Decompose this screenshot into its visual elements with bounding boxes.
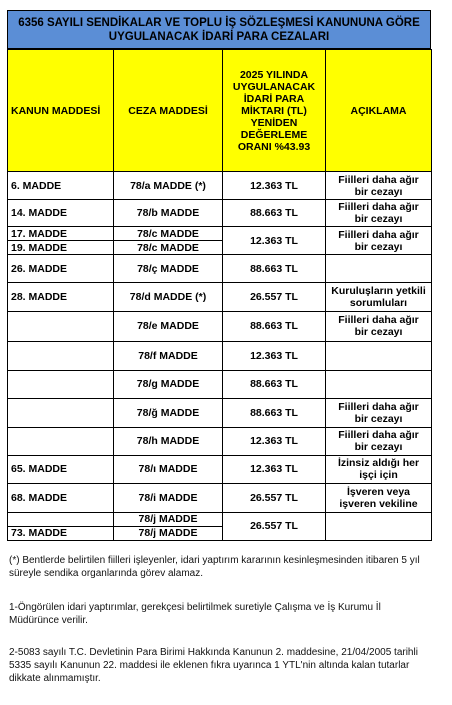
header-miktar-line: YENİDEN bbox=[250, 116, 298, 129]
cell-aciklama bbox=[326, 172, 432, 200]
header-ceza: CEZA MADDESİ bbox=[114, 50, 223, 172]
table-row bbox=[8, 283, 432, 312]
cell-aciklama bbox=[326, 227, 432, 255]
cell-miktar: 12.363 TL bbox=[223, 427, 326, 455]
cell-ceza: 78/j MADDE bbox=[114, 512, 223, 526]
aciklama-line: İzinsiz aldığı her bbox=[337, 457, 420, 470]
header-miktar-line: UYGULANACAK bbox=[232, 80, 316, 93]
header-row bbox=[8, 50, 432, 172]
title-line-2: UYGULANACAK İDARİ PARA CEZALARI bbox=[108, 30, 330, 43]
table-row bbox=[8, 370, 432, 398]
cell-kanun bbox=[8, 341, 114, 370]
fines-table bbox=[7, 49, 432, 541]
cell-miktar: 26.557 TL bbox=[223, 483, 326, 512]
cell-kanun bbox=[8, 512, 114, 526]
cell-miktar: 26.557 TL bbox=[223, 283, 326, 312]
cell-kanun bbox=[8, 427, 114, 455]
table-row bbox=[8, 512, 432, 526]
cell-miktar: 26.557 TL bbox=[223, 512, 326, 540]
cell-miktar: 12.363 TL bbox=[223, 341, 326, 370]
cell-ceza: 78/c MADDE bbox=[114, 241, 223, 255]
cell-kanun bbox=[8, 312, 114, 341]
cell-ceza: 78/b MADDE bbox=[114, 200, 223, 227]
cell-aciklama bbox=[326, 283, 432, 312]
cell-aciklama bbox=[326, 370, 432, 398]
table-title bbox=[7, 10, 431, 49]
cell-miktar: 12.363 TL bbox=[223, 455, 326, 483]
cell-kanun: 17. MADDE bbox=[8, 227, 114, 241]
header-miktar-line: 2025 YILINDA bbox=[239, 68, 309, 81]
table-row bbox=[8, 312, 432, 341]
header-miktar-line: DEĞERLEME bbox=[240, 128, 308, 141]
aciklama-line: bir cezayı bbox=[354, 326, 403, 339]
cell-ceza: 78/d MADDE (*) bbox=[114, 283, 223, 312]
table-row bbox=[8, 455, 432, 483]
cell-miktar: 88.663 TL bbox=[223, 398, 326, 427]
aciklama-line: bir cezayı bbox=[354, 441, 403, 454]
cell-ceza: 78/h MADDE bbox=[114, 427, 223, 455]
note-star: (*) Bentlerde belirtilen fiilleri işleyenler, idari yaptırım kararının kesinleşmesinden itibaren 5 yıl süreyle sendika organlarında görev alamaz. bbox=[9, 555, 420, 579]
header-aciklama: AÇIKLAMA bbox=[326, 50, 432, 172]
cell-kanun: 19. MADDE bbox=[8, 241, 114, 255]
table-row bbox=[8, 398, 432, 427]
cell-miktar: 12.363 TL bbox=[223, 227, 326, 255]
cell-ceza: 78/ı MADDE bbox=[114, 455, 223, 483]
table-row bbox=[8, 255, 432, 283]
header-miktar-line: ORANI %43.93 bbox=[237, 140, 311, 153]
header-miktar bbox=[223, 50, 326, 172]
aciklama-line: İşveren veya bbox=[346, 485, 411, 498]
cell-miktar: 88.663 TL bbox=[223, 255, 326, 283]
cell-ceza: 78/g MADDE bbox=[114, 370, 223, 398]
aciklama-line: bir cezayı bbox=[354, 240, 403, 253]
cell-aciklama bbox=[326, 483, 432, 512]
cell-ceza: 78/ç MADDE bbox=[114, 255, 223, 283]
aciklama-line: Kuruluşların yetkili bbox=[331, 285, 426, 298]
table-row bbox=[8, 200, 432, 227]
cell-ceza: 78/c MADDE bbox=[114, 227, 223, 241]
header-miktar-line: MİKTARI (TL) bbox=[241, 104, 307, 117]
cell-miktar: 88.663 TL bbox=[223, 312, 326, 341]
cell-aciklama bbox=[326, 455, 432, 483]
table-row bbox=[8, 427, 432, 455]
cell-miktar: 88.663 TL bbox=[223, 370, 326, 398]
cell-ceza: 78/f MADDE bbox=[114, 341, 223, 370]
cell-kanun: 73. MADDE bbox=[8, 526, 114, 540]
title-line-1: 6356 SAYILI SENDİKALAR VE TOPLU İŞ SÖZLEŞMESİ KANUNUNA GÖRE bbox=[18, 16, 420, 29]
cell-kanun: 65. MADDE bbox=[8, 455, 114, 483]
cell-kanun: 28. MADDE bbox=[8, 283, 114, 312]
cell-aciklama bbox=[326, 312, 432, 341]
aciklama-line: Fiilleri daha ağır bbox=[338, 400, 419, 413]
cell-aciklama bbox=[326, 200, 432, 227]
aciklama-line: işveren vekiline bbox=[339, 497, 418, 510]
table-row bbox=[8, 483, 432, 512]
cell-aciklama bbox=[326, 398, 432, 427]
cell-miktar: 12.363 TL bbox=[223, 172, 326, 200]
note-2: 2-5083 sayılı T.C. Devletinin Para Birimi Hakkında Kanunun 2. maddesine, 21/04/2005 tarihli 5335 sayılı Kanunun 22. maddesi ile eklenen fıkra uyarınca 1 YTL'nin altında kalan tutarlar dikkate alınmamıştır. bbox=[9, 647, 418, 684]
aciklama-line: Fiilleri daha ağır bbox=[338, 429, 419, 442]
cell-ceza: 78/i MADDE bbox=[114, 483, 223, 512]
cell-aciklama bbox=[326, 512, 432, 540]
aciklama-line: bir cezayı bbox=[354, 213, 403, 226]
table-row bbox=[8, 341, 432, 370]
cell-kanun: 26. MADDE bbox=[8, 255, 114, 283]
cell-kanun: 14. MADDE bbox=[8, 200, 114, 227]
cell-aciklama bbox=[326, 341, 432, 370]
aciklama-line: işçi için bbox=[359, 469, 398, 482]
aciklama-line: Fiilleri daha ağır bbox=[338, 201, 419, 214]
cell-ceza: 78/a MADDE (*) bbox=[114, 172, 223, 200]
cell-aciklama bbox=[326, 255, 432, 283]
table-row bbox=[8, 227, 432, 241]
cell-kanun bbox=[8, 370, 114, 398]
cell-ceza: 78/j MADDE bbox=[114, 526, 223, 540]
aciklama-line: Fiilleri daha ağır bbox=[338, 314, 419, 327]
aciklama-line: Fiilleri daha ağır bbox=[338, 173, 419, 186]
cell-kanun bbox=[8, 398, 114, 427]
cell-miktar: 88.663 TL bbox=[223, 200, 326, 227]
table-row bbox=[8, 172, 432, 200]
aciklama-line: bir cezayı bbox=[354, 185, 403, 198]
note-1: 1-Öngörülen idari yaptırımlar, gerekçesi belirtilmek suretiyle Çalışma ve İş Kurumu İl Müdürünce verilir. bbox=[9, 602, 381, 626]
cell-aciklama bbox=[326, 427, 432, 455]
aciklama-line: sorumluları bbox=[349, 297, 408, 310]
aciklama-line: Fiilleri daha ağır bbox=[338, 228, 419, 241]
header-kanun: KANUN MADDESİ bbox=[8, 50, 114, 172]
cell-kanun: 68. MADDE bbox=[8, 483, 114, 512]
cell-ceza: 78/ğ MADDE bbox=[114, 398, 223, 427]
cell-ceza: 78/e MADDE bbox=[114, 312, 223, 341]
header-miktar-line: İDARİ PARA bbox=[243, 92, 305, 105]
cell-kanun: 6. MADDE bbox=[8, 172, 114, 200]
aciklama-line: bir cezayı bbox=[354, 412, 403, 425]
